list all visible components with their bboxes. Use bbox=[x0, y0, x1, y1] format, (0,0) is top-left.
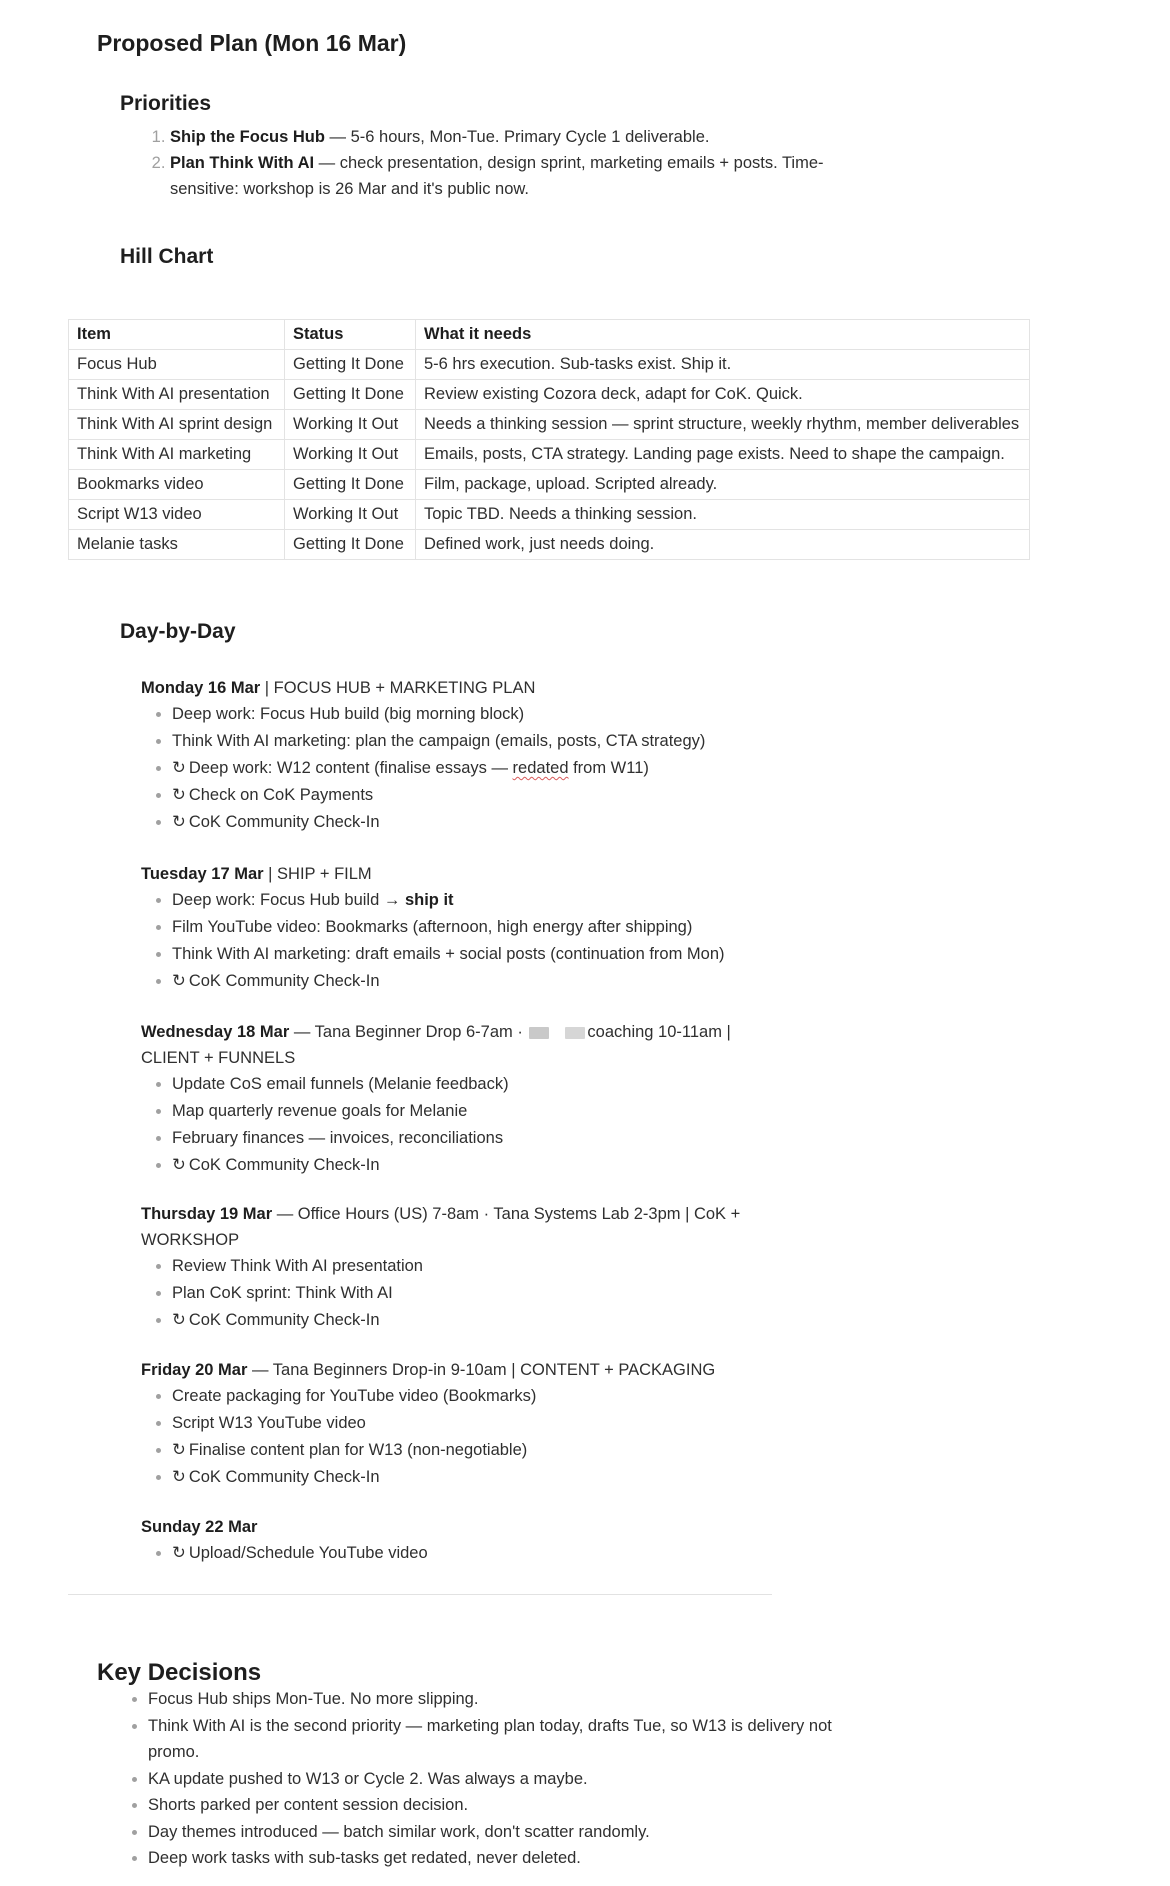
section-divider bbox=[68, 1594, 772, 1595]
cell[interactable]: Focus Hub bbox=[69, 350, 285, 380]
page-title: Proposed Plan (Mon 16 Mar) bbox=[97, 30, 407, 56]
list-item[interactable]: • Deep work: Focus Hub build → ship it bbox=[172, 887, 741, 914]
day-date: Sunday 22 Mar bbox=[141, 1518, 258, 1536]
list-item[interactable]: 1. Ship the Focus Hub — 5-6 hours, Mon-Tue. Primary Cycle 1 deliverable. bbox=[170, 124, 870, 150]
cell[interactable]: Getting It Done bbox=[285, 350, 416, 380]
column-header: Status bbox=[285, 320, 416, 350]
list-item[interactable]: • ↻ CoK Community Check-In bbox=[172, 1464, 741, 1491]
refresh-icon: ↻ bbox=[172, 1441, 186, 1459]
refresh-icon: ↻ bbox=[172, 1311, 186, 1329]
list-item[interactable]: • Plan CoK sprint: Think With AI bbox=[172, 1280, 741, 1307]
list-item[interactable]: • Shorts parked per content session decision. bbox=[148, 1792, 868, 1819]
day-monday bbox=[141, 675, 741, 836]
day-header: Monday 16 Mar | FOCUS HUB + MARKETING PLAN bbox=[141, 679, 536, 697]
table-row[interactable] bbox=[69, 410, 1030, 440]
refresh-icon: ↻ bbox=[172, 813, 186, 831]
list-item[interactable]: • Update CoS email funnels (Melanie feedback) bbox=[172, 1071, 731, 1098]
list-item[interactable]: • ↻ Upload/Schedule YouTube video bbox=[172, 1540, 741, 1567]
table-row[interactable] bbox=[69, 530, 1030, 560]
list-item[interactable]: • ↻ Deep work: W12 content (finalise essays — redated from W11) bbox=[172, 755, 741, 782]
column-header: Item bbox=[69, 320, 285, 350]
list-item[interactable]: • ↻ CoK Community Check-In bbox=[172, 1152, 731, 1179]
priorities-heading: Priorities bbox=[120, 92, 212, 115]
list-item[interactable]: • ↻ Finalise content plan for W13 (non-negotiable) bbox=[172, 1437, 741, 1464]
table-row[interactable] bbox=[69, 440, 1030, 470]
list-item[interactable]: 2. Plan Think With AI — check presentation, design sprint, marketing emails + posts. Time-sensitive: workshop is 26 Mar and it's public now. bbox=[170, 150, 870, 202]
redacted-name bbox=[529, 1027, 549, 1039]
cell[interactable]: Script W13 video bbox=[69, 500, 285, 530]
day-date: Monday 16 Mar bbox=[141, 679, 261, 697]
day-header bbox=[141, 1514, 741, 1540]
refresh-icon: ↻ bbox=[172, 1156, 186, 1174]
refresh-icon: ↻ bbox=[172, 759, 186, 777]
table-row[interactable] bbox=[69, 380, 1030, 410]
day-date: Friday 20 Mar bbox=[141, 1361, 248, 1379]
refresh-icon: ↻ bbox=[172, 972, 186, 990]
list-item[interactable]: • Deep work tasks with sub-tasks get redated, never deleted. bbox=[148, 1845, 868, 1872]
table-row[interactable] bbox=[69, 350, 1030, 380]
list-item[interactable]: • Deep work: Focus Hub build (big morning block) bbox=[172, 701, 741, 728]
key-decisions-list bbox=[117, 1686, 868, 1872]
cell[interactable]: Think With AI sprint design bbox=[69, 410, 285, 440]
cell[interactable]: Melanie tasks bbox=[69, 530, 285, 560]
cell[interactable]: Think With AI presentation bbox=[69, 380, 285, 410]
day-friday bbox=[141, 1357, 741, 1491]
list-item[interactable]: • ↻ Check on CoK Payments bbox=[172, 782, 741, 809]
list-item[interactable]: • Think With AI marketing: plan the campaign (emails, posts, CTA strategy) bbox=[172, 728, 741, 755]
cell[interactable]: Getting It Done bbox=[285, 470, 416, 500]
refresh-icon: ↻ bbox=[172, 1544, 186, 1562]
hill-chart-table bbox=[68, 319, 1030, 560]
cell[interactable]: Bookmarks video bbox=[69, 470, 285, 500]
table-row[interactable] bbox=[69, 470, 1030, 500]
cell[interactable]: Film, package, upload. Scripted already. bbox=[416, 470, 1030, 500]
refresh-icon: ↻ bbox=[172, 786, 186, 804]
day-wednesday bbox=[141, 1019, 731, 1179]
day-header: Wednesday 18 Mar — Tana Beginner Drop 6-7am · coaching 10-11am | CLIENT + FUNNELS bbox=[141, 1023, 731, 1067]
day-by-day-heading: Day-by-Day bbox=[120, 620, 236, 643]
key-decisions-heading: Key Decisions bbox=[97, 1659, 262, 1686]
list-item[interactable]: • Day themes introduced — batch similar work, don't scatter randomly. bbox=[148, 1819, 868, 1846]
spellcheck-flagged-word: redated bbox=[512, 759, 569, 777]
list-item[interactable]: • Film YouTube video: Bookmarks (afternoon, high energy after shipping) bbox=[172, 914, 741, 941]
cell[interactable]: Needs a thinking session — sprint structure, weekly rhythm, member deliverables bbox=[416, 410, 1030, 440]
list-item[interactable]: • Think With AI is the second priority — marketing plan today, drafts Tue, so W13 is delivery not promo. bbox=[148, 1713, 868, 1766]
table-row[interactable] bbox=[69, 500, 1030, 530]
day-sunday bbox=[141, 1514, 741, 1567]
table-header-row bbox=[69, 320, 1030, 350]
list-item[interactable]: • Script W13 YouTube video bbox=[172, 1410, 741, 1437]
hill-chart-heading: Hill Chart bbox=[120, 245, 214, 268]
column-header: What it needs bbox=[416, 320, 1030, 350]
cell[interactable]: Emails, posts, CTA strategy. Landing page exists. Need to shape the campaign. bbox=[416, 440, 1030, 470]
cell[interactable]: Getting It Done bbox=[285, 380, 416, 410]
day-date: Thursday 19 Mar bbox=[141, 1205, 273, 1223]
list-item[interactable]: • ↻ CoK Community Check-In bbox=[172, 968, 741, 995]
day-thursday bbox=[141, 1201, 741, 1334]
cell[interactable]: Think With AI marketing bbox=[69, 440, 285, 470]
refresh-icon: ↻ bbox=[172, 1468, 186, 1486]
list-item[interactable]: • February finances — invoices, reconciliations bbox=[172, 1125, 731, 1152]
cell[interactable]: Working It Out bbox=[285, 410, 416, 440]
list-item[interactable]: • Create packaging for YouTube video (Bookmarks) bbox=[172, 1383, 741, 1410]
list-item[interactable]: • KA update pushed to W13 or Cycle 2. Was always a maybe. bbox=[148, 1766, 868, 1793]
list-item[interactable]: • Think With AI marketing: draft emails + social posts (continuation from Mon) bbox=[172, 941, 741, 968]
list-item[interactable]: • Map quarterly revenue goals for Melanie bbox=[172, 1098, 731, 1125]
cell[interactable]: Review existing Cozora deck, adapt for CoK. Quick. bbox=[416, 380, 1030, 410]
cell[interactable]: Working It Out bbox=[285, 440, 416, 470]
list-item[interactable]: • Review Think With AI presentation bbox=[172, 1253, 741, 1280]
day-date: Wednesday 18 Mar bbox=[141, 1023, 290, 1041]
cell[interactable]: Topic TBD. Needs a thinking session. bbox=[416, 500, 1030, 530]
day-header: Thursday 19 Mar — Office Hours (US) 7-8am · Tana Systems Lab 2-3pm | CoK + WORKSHOP bbox=[141, 1205, 741, 1249]
cell[interactable]: Getting It Done bbox=[285, 530, 416, 560]
redacted-name bbox=[565, 1027, 585, 1039]
day-tuesday bbox=[141, 861, 741, 995]
list-item[interactable]: • Focus Hub ships Mon-Tue. No more slipping. bbox=[148, 1686, 868, 1713]
cell[interactable]: 5-6 hrs execution. Sub-tasks exist. Ship it. bbox=[416, 350, 1030, 380]
list-item[interactable]: • ↻ CoK Community Check-In bbox=[172, 809, 741, 836]
day-date: Tuesday 17 Mar bbox=[141, 865, 264, 883]
priorities-list bbox=[140, 124, 870, 202]
list-item[interactable]: • ↻ CoK Community Check-In bbox=[172, 1307, 741, 1334]
day-header: Tuesday 17 Mar | SHIP + FILM bbox=[141, 865, 372, 883]
day-header: Friday 20 Mar — Tana Beginners Drop-in 9-10am | CONTENT + PACKAGING bbox=[141, 1361, 716, 1379]
cell[interactable]: Working It Out bbox=[285, 500, 416, 530]
cell[interactable]: Defined work, just needs doing. bbox=[416, 530, 1030, 560]
